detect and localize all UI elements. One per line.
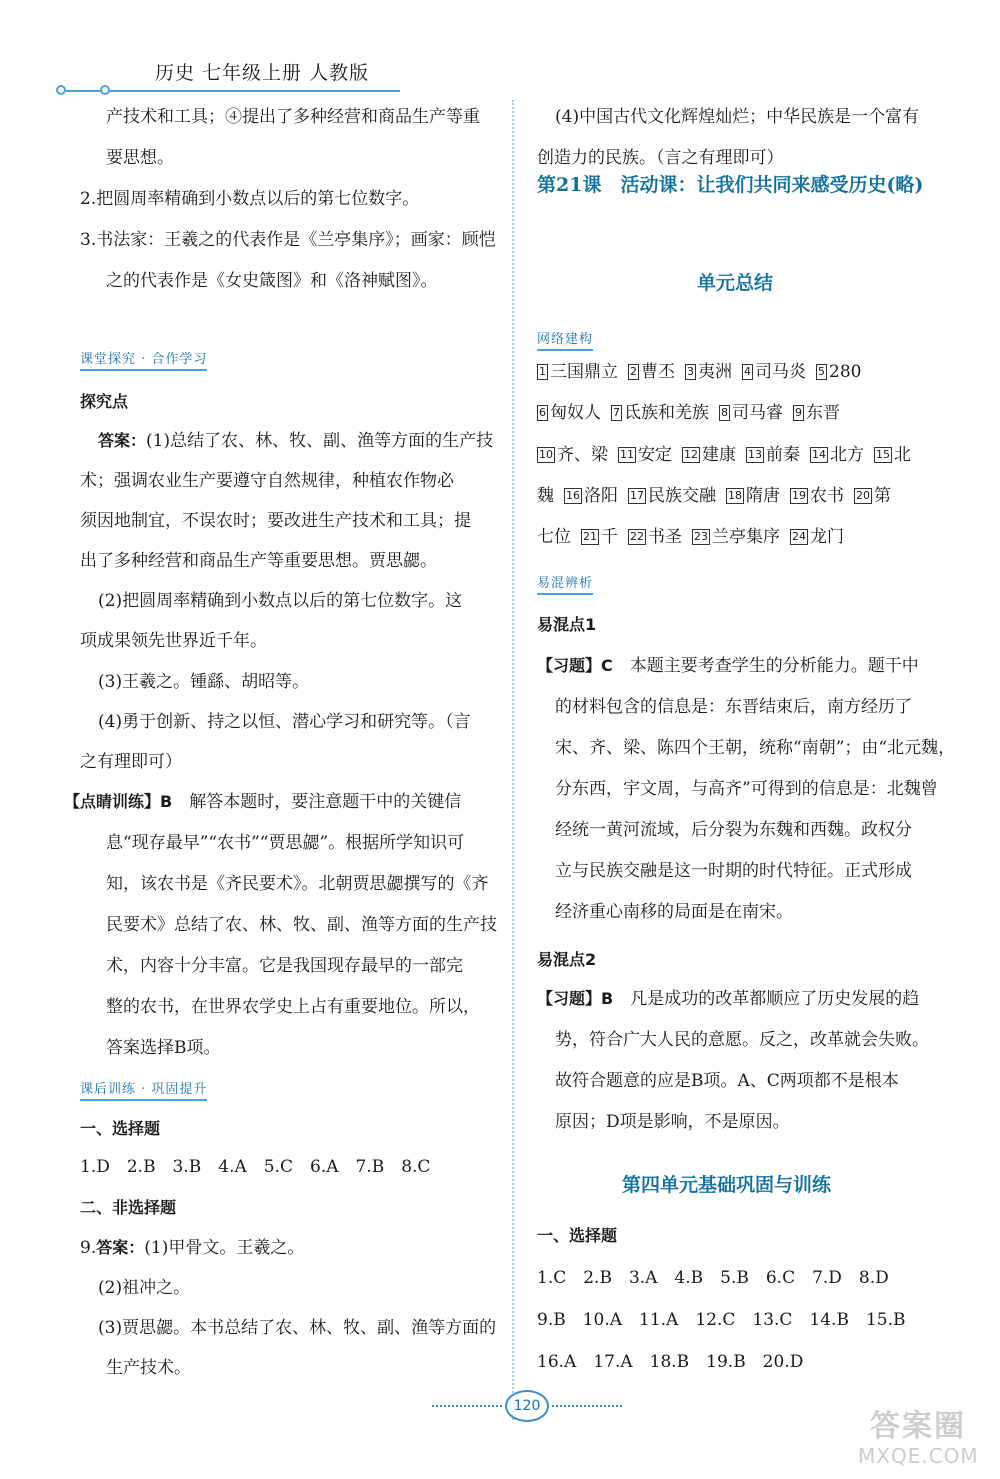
q9-text: (1)甲骨文。王羲之。 (144, 1238, 305, 1258)
unit-summary-title: 单元总结 (697, 272, 774, 294)
header-dot (100, 85, 110, 95)
network-row (537, 445, 921, 465)
network-item (816, 362, 861, 382)
unit4-title: 第四单元基础巩固与训练 (622, 1174, 832, 1196)
subheading: 易混点2 (537, 950, 597, 969)
item-text: 夷洲 (698, 362, 732, 382)
text-line: (3)王羲之。锺繇、胡昭等。 (98, 672, 310, 692)
q9-line (80, 1238, 304, 1258)
item-number-box: 23 (694, 530, 708, 543)
item-number-box: 9 (795, 406, 802, 419)
network-item (790, 527, 844, 547)
item-number-box: 19 (792, 489, 806, 502)
text-line: 立与民族交融是这一时期的时代特征。正式形成 (555, 861, 912, 881)
item-text: 建康 (702, 445, 736, 465)
dianjing-label: 【点睛训练】B (64, 792, 173, 811)
confuse2-text: 凡是成功的改革都顺应了历史发展的趋 (630, 989, 920, 1009)
text-line: 原因；D项是影响，不是原因。 (555, 1112, 790, 1132)
item-text: 北 (894, 445, 911, 465)
item-number-box: 22 (630, 530, 644, 543)
subheading: 一、选择题 (80, 1119, 161, 1138)
network-row (537, 527, 854, 547)
network-item (537, 486, 554, 506)
item-number-box: 1 (539, 365, 546, 378)
network-item (793, 403, 840, 423)
section-heading: 课堂探究 · 合作学习 (80, 348, 207, 371)
confuse-line (537, 989, 919, 1009)
item-text: 北方 (830, 445, 864, 465)
item-text: 千 (601, 527, 618, 547)
network-item (790, 486, 844, 506)
text-line: 创造力的民族。（言之有理即可） (537, 148, 784, 168)
text-line: 分东西，宇文周，与高齐”可得到的信息是：北魏曾 (555, 779, 938, 799)
answer-row: 1.D 2.B 3.B 4.A 5.C 6.A 7.B 8.C (80, 1157, 431, 1177)
text-line: 之的代表作是《女史箴图》和《洛神赋图》。 (106, 271, 438, 291)
item-text: 七位 (537, 527, 571, 547)
answer-text: (1)总结了农、林、牧、副、渔等方面的生产技 (146, 431, 494, 451)
item-number-box: 18 (728, 489, 742, 502)
text-line: 须因地制宜，不误农时；要改进生产技术和工具；提 (80, 511, 471, 531)
text-line: 的材料包含的信息是：东晋结束后，南方经历了 (555, 697, 912, 717)
item-text: 280 (829, 362, 862, 382)
section-heading: 课后训练 · 巩固提升 (80, 1078, 207, 1101)
item-number-box: 7 (613, 406, 620, 419)
item-text: 第 (874, 486, 891, 506)
item-number-box: 13 (748, 448, 762, 461)
item-number-box: 20 (856, 489, 870, 502)
text-line: 知，该农书是《齐民要术》。北朝贾思勰撰写的《齐 (106, 874, 489, 894)
section-heading: 易混辨析 (537, 572, 593, 595)
q9-number: 9. (80, 1238, 97, 1258)
network-item (719, 403, 783, 423)
dianjing-text: 解答本题时，要注意题干中的关键信 (189, 792, 462, 812)
item-number-box: 21 (583, 530, 597, 543)
network-item (537, 445, 608, 465)
text-line: (3)贾思勰。本书总结了农、林、牧、副、渔等方面的 (98, 1318, 497, 1338)
item-text: 前秦 (766, 445, 800, 465)
network-item (742, 362, 806, 382)
item-text: 民族交融 (648, 486, 716, 506)
page-number: 120 (505, 1390, 549, 1422)
text-line: 势，符合广大人民的意愿。反之，改革就会失败。 (555, 1030, 929, 1050)
item-number-box: 12 (684, 448, 698, 461)
network-item (810, 445, 864, 465)
item-number-box: 5 (818, 365, 825, 378)
item-number-box: 6 (539, 406, 546, 419)
network-item (628, 527, 682, 547)
column-divider (512, 100, 514, 1420)
page-number-rule (432, 1405, 502, 1407)
dianjing-line (64, 792, 461, 812)
header-rule (60, 90, 400, 92)
item-text: 司马炎 (755, 362, 806, 382)
answer-line (98, 431, 493, 451)
confuse2-label: 【习题】B (537, 989, 614, 1008)
network-item (618, 445, 672, 465)
network-row (537, 362, 871, 382)
lesson-title: 第21课 活动课：让我们共同来感受历史(略) (537, 174, 924, 196)
subheading: 二、非选择题 (80, 1198, 177, 1217)
item-text: 曹丕 (641, 362, 675, 382)
network-item (854, 486, 891, 506)
watermark-line: 答案圈 (870, 1409, 966, 1444)
text-line: (4)中国古代文化辉煌灿烂；中华民族是一个富有 (555, 107, 920, 127)
item-number-box: 15 (876, 448, 890, 461)
q9-label: 答案： (96, 1238, 145, 1257)
item-number-box: 8 (721, 406, 728, 419)
network-item (726, 486, 780, 506)
network-item (537, 527, 571, 547)
header-dot (56, 85, 66, 95)
text-line: 生产技术。 (106, 1358, 191, 1378)
confuse1-text: 本题主要考查学生的分析能力。题干中 (629, 656, 919, 676)
watermark-line: MXQE.COM (858, 1444, 979, 1468)
text-line: 产技术和工具；④提出了多种经营和商品生产等重 (106, 107, 480, 127)
confuse-line (537, 656, 919, 676)
text-line: 宋、齐、梁、陈四个王朝，统称“南朝”；由“北元魏， (555, 738, 956, 758)
item-text: 东晋 (806, 403, 840, 423)
text-line: (2)把圆周率精确到小数点以后的第七位数字。这 (98, 591, 463, 611)
text-line: 答案选择B项。 (106, 1038, 221, 1058)
network-item (611, 403, 709, 423)
item-text: 氐族和羌族 (624, 403, 709, 423)
confuse1-label: 【习题】C (537, 656, 613, 675)
watermark (858, 1410, 978, 1468)
item-number-box: 17 (630, 489, 644, 502)
text-line: 经济重心南移的局面是在南宋。 (555, 902, 793, 922)
item-text: 隋唐 (746, 486, 780, 506)
network-item (581, 527, 618, 547)
text-line: 术，内容十分丰富。它是我国现存最早的一部完 (106, 956, 463, 976)
item-number-box: 3 (687, 365, 694, 378)
text-line: 故符合题意的应是B项。A、C两项都不是根本 (555, 1071, 899, 1091)
item-number-box: 10 (539, 448, 553, 461)
text-line: (2)祖冲之。 (98, 1278, 191, 1298)
item-number-box: 11 (620, 448, 634, 461)
item-text: 三国鼎立 (550, 362, 618, 382)
text-line: 要思想。 (106, 148, 174, 168)
network-item (537, 362, 618, 382)
network-item (692, 527, 780, 547)
text-line: 2.把圆周率精确到小数点以后的第七位数字。 (80, 189, 420, 209)
network-row (537, 403, 850, 423)
item-text: 兰亭集序 (712, 527, 780, 547)
network-item (564, 486, 618, 506)
text-line: 整的农书，在世界农学史上占有重要地位。所以， (106, 997, 480, 1017)
item-text: 龙门 (810, 527, 844, 547)
network-item (628, 362, 675, 382)
item-text: 洛阳 (584, 486, 618, 506)
text-line: 项成果领先世界近千年。 (80, 631, 267, 651)
subheading: 探究点 (80, 392, 129, 411)
network-row (537, 486, 901, 506)
answer-row: 16.A 17.A 18.B 19.B 20.D (537, 1352, 804, 1372)
item-text: 齐、梁 (557, 445, 608, 465)
network-item (685, 362, 732, 382)
text-line: 息“现存最早”“农书”“贾思勰”。根据所学知识可 (106, 833, 465, 853)
page-header-title: 历史 七年级上册 人教版 (155, 62, 370, 84)
item-text: 安定 (638, 445, 672, 465)
item-number-box: 16 (566, 489, 580, 502)
answer-row: 9.B 10.A 11.A 12.C 13.C 14.B 15.B (537, 1310, 906, 1330)
subheading: 易混点1 (537, 615, 597, 634)
text-line: 经统一黄河流域，后分裂为东魏和西魏。政权分 (555, 820, 912, 840)
answer-label: 答案： (98, 431, 147, 450)
item-number-box: 14 (812, 448, 826, 461)
text-line: (4)勇于创新、持之以恒、潜心学习和研究等。（言 (98, 712, 471, 732)
item-number-box: 24 (792, 530, 806, 543)
answer-row: 1.C 2.B 3.A 4.B 5.B 6.C 7.D 8.D (537, 1268, 889, 1288)
network-item (746, 445, 800, 465)
text-line: 民要术》总结了农、林、牧、副、渔等方面的生产技 (106, 915, 497, 935)
item-text: 书圣 (648, 527, 682, 547)
item-number-box: 2 (630, 365, 637, 378)
text-line: 3.书法家：王羲之的代表作是《兰亭集序》；画家：顾恺 (80, 230, 496, 250)
item-number-box: 4 (744, 365, 751, 378)
text-line: 术；强调农业生产要遵守自然规律，种植农作物必 (80, 471, 454, 491)
page-number-rule (552, 1405, 622, 1407)
network-item (874, 445, 911, 465)
network-item (537, 403, 601, 423)
item-text: 司马睿 (732, 403, 783, 423)
subheading: 一、选择题 (537, 1226, 618, 1245)
item-text: 农书 (810, 486, 844, 506)
item-text: 匈奴人 (550, 403, 601, 423)
network-item (682, 445, 736, 465)
text-line: 出了多种经营和商品生产等重要思想。贾思勰。 (80, 551, 437, 571)
text-line: 之有理即可） (80, 752, 182, 772)
section-heading: 网络建构 (537, 328, 593, 351)
network-item (628, 486, 716, 506)
item-text: 魏 (537, 486, 554, 506)
